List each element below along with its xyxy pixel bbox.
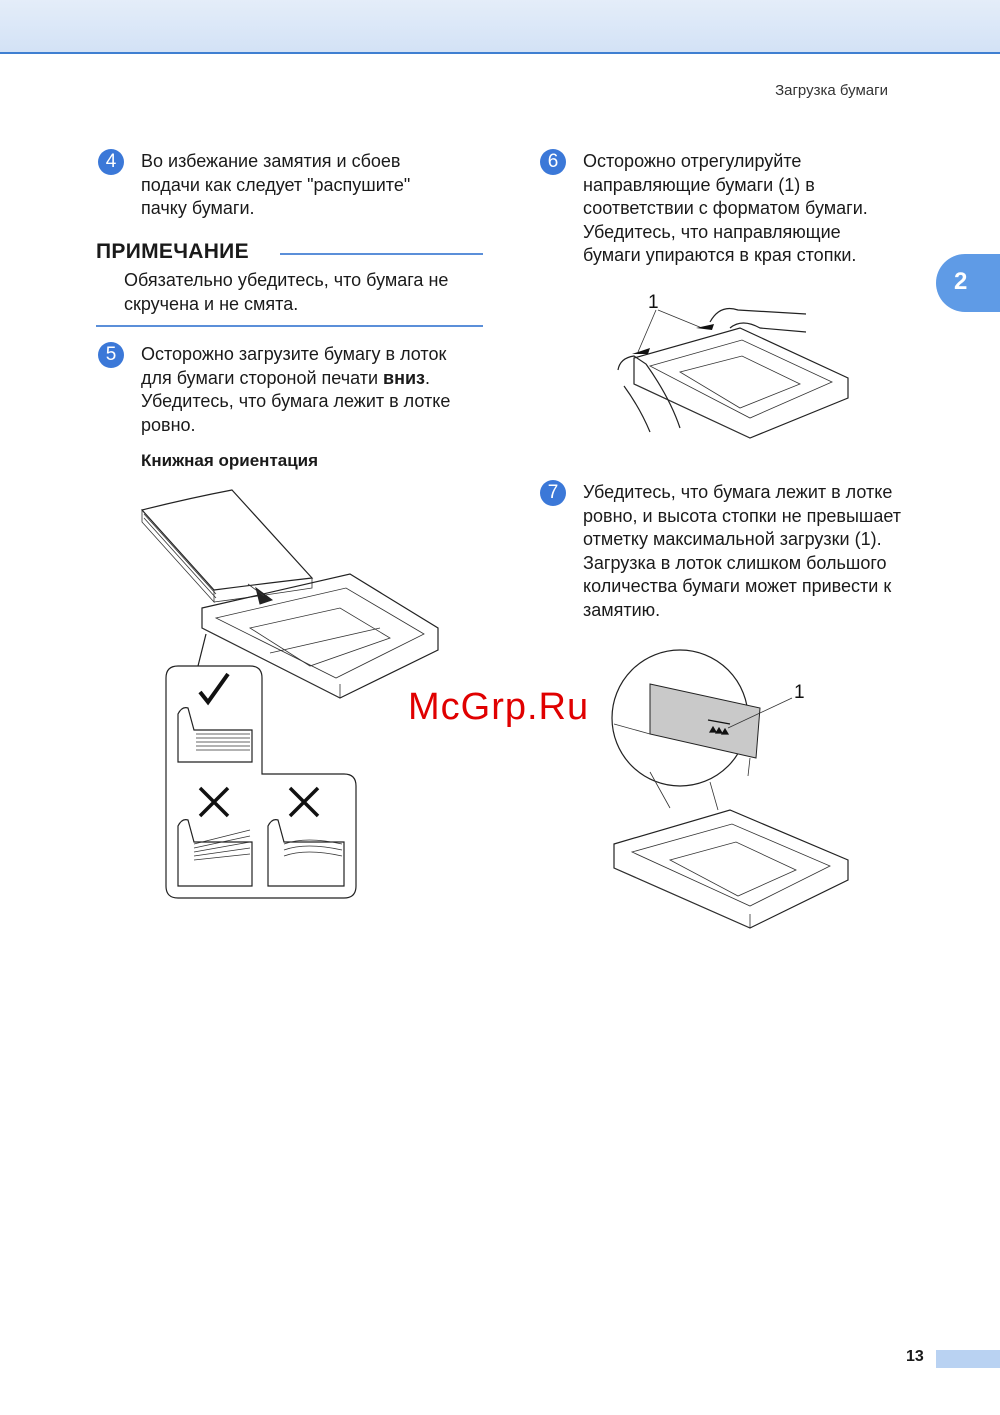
chapter-number: 2 <box>954 268 968 295</box>
max-load-callout-label: 1 <box>794 682 805 703</box>
step-number-badge: 4 <box>98 149 124 175</box>
step-line: Убедитесь, что бумага лежит в лотке <box>583 482 893 502</box>
watermark: McGrp.Ru <box>408 686 590 728</box>
step-line: замятию. <box>583 599 661 620</box>
step-line: бумаги упираются в края стопки. <box>583 245 857 265</box>
correct-load-panel <box>178 674 252 762</box>
running-header: Загрузка бумаги <box>775 82 888 99</box>
incorrect-load-panel-2 <box>268 788 344 886</box>
note-line: Обязательно убедитесь, что бумага не <box>124 270 449 290</box>
step-text-emphasis: вниз <box>383 367 425 388</box>
step-text <box>583 150 868 268</box>
step-text-run: . <box>424 367 430 388</box>
top-band <box>0 0 1000 54</box>
step-line: Во избежание замятия и сбоев <box>141 151 401 171</box>
note-line: скручена и не смята. <box>124 293 299 314</box>
page-number: 13 <box>906 1348 924 1365</box>
step-line: подачи как следует "распушите" <box>141 174 411 195</box>
page-tab <box>936 1350 1000 1368</box>
paper-stack <box>142 490 312 602</box>
note-rule-bottom <box>96 325 483 327</box>
step-line: Убедитесь, что бумага лежит в лотке <box>141 391 451 411</box>
step-line: Осторожно отрегулируйте <box>583 151 802 171</box>
step-line: ровно. <box>141 414 196 435</box>
cross-icon <box>200 788 228 816</box>
step-line: Осторожно загрузите бумагу в лоток <box>141 344 447 364</box>
step-number-badge: 5 <box>98 342 124 368</box>
step-text <box>141 150 410 221</box>
subheading-portrait: Книжная ориентация <box>141 451 319 470</box>
step-text <box>141 343 450 437</box>
step-number-badge: 6 <box>540 149 566 175</box>
guides-callout-label: 1 <box>648 292 659 313</box>
step-line: ровно, и высота стопки не превышает <box>583 505 902 526</box>
incorrect-load-panel-1 <box>178 788 252 886</box>
step-line <box>141 367 450 391</box>
step-line: количества бумаги может привести к <box>583 576 892 596</box>
paper-fit-callout <box>166 630 360 902</box>
step-number-badge: 7 <box>540 480 566 506</box>
note-title: ПРИМЕЧАНИЕ <box>96 240 249 263</box>
note-rule-top <box>280 253 483 255</box>
step-line: Убедитесь, что направляющие <box>583 221 841 242</box>
note-body <box>124 269 448 316</box>
step-text <box>583 481 901 622</box>
step-line: пачку бумаги. <box>141 198 255 218</box>
step-line: направляющие бумаги (1) в <box>583 174 815 195</box>
checkmark-icon <box>200 674 228 702</box>
cross-icon <box>290 788 318 816</box>
step-line: Загрузка в лоток слишком большого <box>583 552 887 573</box>
chapter-tab <box>936 254 1000 312</box>
step-line: отметку максимальной загрузки (1). <box>583 529 882 549</box>
max-load-illustration <box>610 648 860 933</box>
guide-arrow-icon <box>632 348 650 354</box>
step-text-run: для бумаги стороной печати <box>141 367 379 388</box>
paper-guides-illustration <box>610 288 855 438</box>
step-line: соответствии с форматом бумаги. <box>583 198 868 218</box>
